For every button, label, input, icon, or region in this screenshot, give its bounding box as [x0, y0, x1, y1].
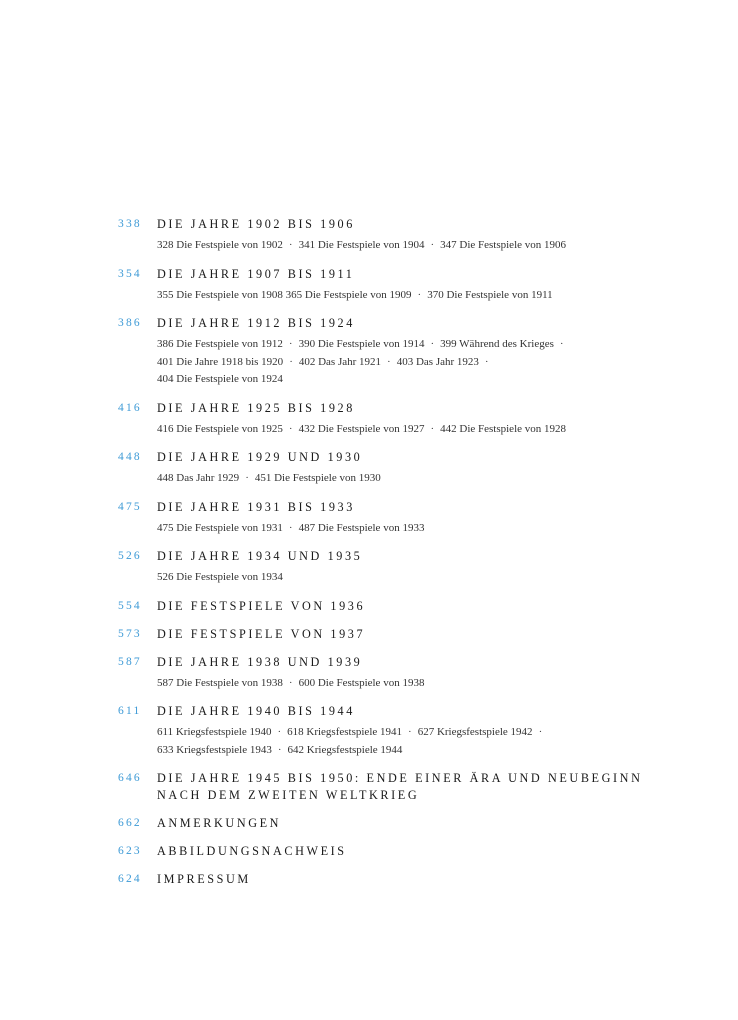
toc-chapter-title: DIE JAHRE 1912 BIS 1924: [157, 316, 355, 330]
toc-subentry: 526 Die Festspiele von 1934: [157, 571, 283, 583]
toc-entry: [0, 770, 738, 804]
toc-subentry: 399 Während des Krieges: [440, 338, 554, 350]
toc-page-number: 338: [118, 218, 142, 230]
separator-dot: ·: [289, 355, 293, 368]
separator-dot: ·: [417, 288, 422, 301]
toc-entry: [0, 626, 738, 643]
toc-subentries: [157, 724, 738, 759]
toc-subentry: 587 Die Festspiele von 1938: [157, 676, 283, 689]
toc-subentry: 611 Kriegsfestspiele 1940: [157, 726, 272, 738]
toc-subentry: 600 Die Festspiele von 1938: [298, 676, 425, 689]
table-of-contents: [0, 216, 738, 899]
toc-page-number: 354: [118, 267, 142, 280]
toc-chapter-title: DIE JAHRE 1940 BIS 1944: [157, 704, 355, 718]
toc-chapter-title: DIE JAHRE 1902 BIS 1906: [157, 217, 355, 231]
separator-dot: ·: [288, 676, 293, 689]
separator-dot: ·: [559, 338, 564, 350]
toc-subentry: 402 Das Jahr 1921: [298, 355, 382, 368]
toc-subentry-line: [157, 724, 738, 742]
toc-subentry-line: [157, 675, 738, 693]
separator-dot: ·: [430, 338, 435, 350]
toc-chapter-title: DIE JAHRE 1929 UND 1930: [157, 450, 363, 464]
toc-page-number: 611: [118, 705, 142, 717]
toc-entry: [0, 871, 738, 888]
separator-dot: ·: [288, 422, 293, 435]
toc-subentry: 390 Die Festspiele von 1914: [298, 338, 425, 350]
toc-subentry-line: [157, 520, 738, 538]
toc-subentry: 487 Die Festspiele von 1933: [298, 521, 425, 534]
toc-subentry: 416 Die Festspiele von 1925: [157, 422, 283, 435]
toc-subentries: [157, 287, 738, 305]
toc-subentry: 618 Kriegsfestspiele 1941: [287, 726, 403, 738]
toc-subentry: 432 Die Festspiele von 1927: [298, 422, 425, 435]
toc-subentries: [157, 237, 738, 255]
toc-subentry: 347 Die Festspiele von 1906: [440, 239, 567, 251]
toc-entry: [0, 654, 738, 693]
toc-subentry-line: [157, 336, 738, 354]
toc-chapter-title: DIE FESTSPIELE VON 1936: [157, 598, 366, 613]
toc-subentries: [157, 675, 738, 693]
toc-chapter-title: DIE JAHRE 1934 UND 1935: [157, 549, 363, 563]
toc-subentry: 642 Kriegsfestspiele 1944: [287, 743, 403, 756]
toc-page-number: 448: [118, 451, 142, 463]
toc-chapter-title: IMPRESSUM: [157, 872, 251, 886]
toc-subentry: 404 Die Festspiele von 1924: [157, 373, 283, 385]
toc-entry: [0, 266, 738, 305]
toc-page-number: 386: [118, 317, 142, 329]
toc-entry: [0, 315, 738, 389]
toc-chapter-title: DIE JAHRE 1925 BIS 1928: [157, 400, 355, 415]
toc-subentry: 442 Die Festspiele von 1928: [440, 422, 567, 435]
separator-dot: ·: [277, 726, 282, 738]
toc-subentry-line: [157, 470, 738, 488]
separator-dot: ·: [538, 726, 543, 738]
toc-entry: [0, 400, 738, 439]
toc-subentries: [157, 336, 738, 389]
toc-subentry: 627 Kriegsfestspiele 1942: [417, 726, 533, 738]
toc-subentry: 633 Kriegsfestspiele 1943: [157, 743, 272, 756]
toc-chapter-title: ANMERKUNGEN: [157, 816, 282, 830]
toc-subentry: 403 Das Jahr 1923: [396, 355, 479, 368]
toc-subentry: 341 Die Festspiele von 1904: [298, 239, 425, 251]
toc-page-number: 526: [118, 550, 142, 562]
separator-dot: ·: [484, 355, 489, 368]
separator-dot: ·: [288, 521, 293, 534]
toc-subentries: [157, 421, 738, 439]
toc-chapter-title: DIE JAHRE 1931 BIS 1933: [157, 499, 355, 514]
separator-dot: ·: [288, 239, 293, 251]
toc-subentry-line: [157, 287, 738, 305]
toc-subentry: 370 Die Festspiele von 1911: [427, 288, 553, 301]
toc-page-number: 475: [118, 500, 142, 513]
toc-subentries: [157, 470, 738, 488]
toc-subentry-line: [157, 237, 738, 255]
toc-subentry: 475 Die Festspiele von 1931: [157, 521, 283, 534]
toc-entry: [0, 703, 738, 759]
toc-entry: [0, 216, 738, 255]
toc-subentry-line: [157, 421, 738, 439]
toc-subentries: [157, 569, 738, 587]
toc-subentry: 355 Die Festspiele von 1908 365 Die Festspiele von 1909: [157, 288, 412, 301]
toc-chapter-title: NACH DEM ZWEITEN WELTKRIEG: [157, 788, 420, 802]
toc-chapter-title: ABBILDUNGSNACHWEIS: [157, 844, 347, 858]
toc-page-number: 587: [118, 655, 142, 668]
toc-page-number: 624: [118, 873, 142, 885]
toc-entry: [0, 499, 738, 538]
toc-entry: [0, 815, 738, 832]
toc-chapter-title: DIE JAHRE 1945 BIS 1950: ENDE EINER ÄRA UND NEUBEGINN: [157, 771, 643, 785]
toc-page-number: 623: [118, 845, 142, 857]
toc-entry: [0, 843, 738, 860]
toc-page-number: 646: [118, 772, 142, 784]
toc-chapter-title: DIE JAHRE 1938 UND 1939: [157, 654, 363, 669]
toc-entry: [0, 449, 738, 488]
toc-page-number: 662: [118, 817, 142, 829]
toc-subentry-line: [157, 371, 738, 389]
separator-dot: ·: [430, 422, 435, 435]
toc-subentry: 328 Die Festspiele von 1902: [157, 239, 283, 251]
toc-subentry: 386 Die Festspiele von 1912: [157, 338, 283, 350]
toc-page-number: 416: [118, 401, 142, 414]
separator-dot: ·: [408, 726, 412, 738]
toc-subentry-line: [157, 742, 738, 760]
toc-page-number: 554: [118, 599, 142, 612]
toc-entry: [0, 598, 738, 615]
toc-subentry: 448 Das Jahr 1929: [157, 472, 240, 484]
toc-page-number: 573: [118, 627, 142, 640]
separator-dot: ·: [277, 743, 282, 756]
toc-subentries: [157, 520, 738, 538]
toc-subentry-line: [157, 569, 738, 587]
separator-dot: ·: [288, 338, 293, 350]
toc-subentry: 451 Die Festspiele von 1930: [254, 472, 381, 484]
toc-subentry: 401 Die Jahre 1918 bis 1920: [157, 355, 284, 368]
toc-subentry-line: [157, 354, 738, 372]
toc-entry: [0, 548, 738, 587]
separator-dot: ·: [387, 355, 391, 368]
toc-chapter-title: DIE FESTSPIELE VON 1937: [157, 626, 366, 641]
separator-dot: ·: [245, 472, 249, 484]
toc-chapter-title: DIE JAHRE 1907 BIS 1911: [157, 266, 355, 281]
separator-dot: ·: [430, 239, 435, 251]
